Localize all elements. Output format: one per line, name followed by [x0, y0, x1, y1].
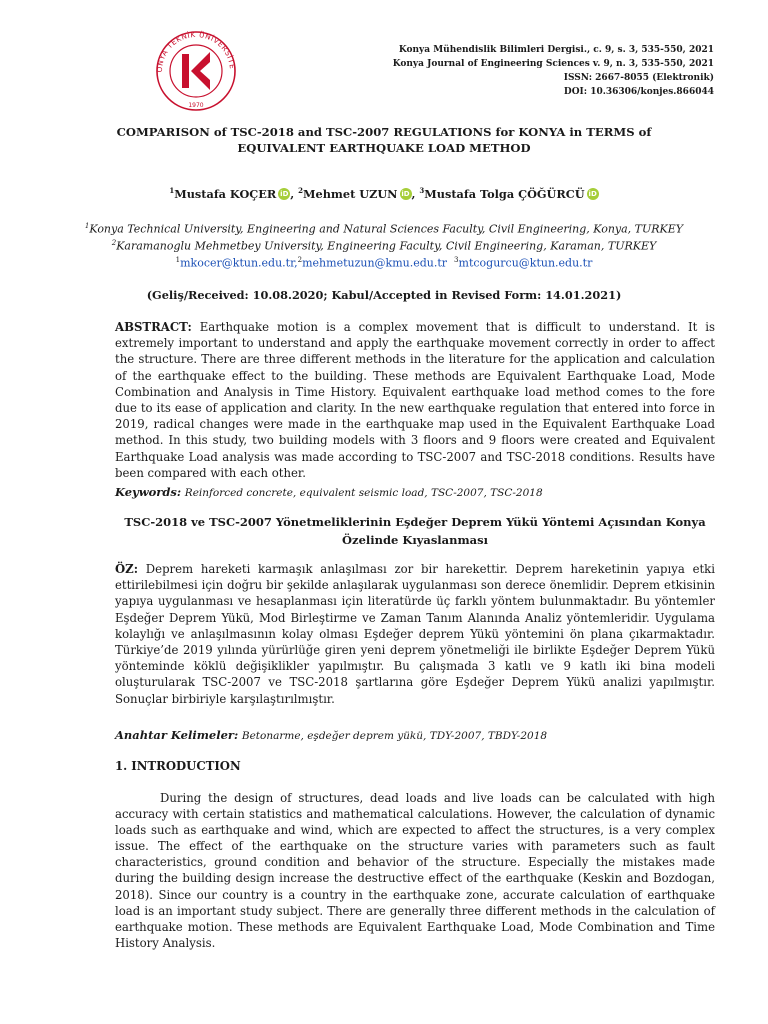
abstract-text: Earthquake motion is a complex movement that is difficult to understand. It is extremely important to understand and apply the earthquake movement correctly in order to affect the structure. There are three different methods in the literature for the application and calculation of the earthquake effect to the building. These methods are Equivalent Earthquake Load, Mode Combination and Analysis in Time History. Equivalent earthquake load method comes to the fore due to its ease of application and clarity. In the new earthquake regulation that entered into force in 2019, radical changes were made in the earthquake map used in the Equivalent Earthquake Load method. In this study, two building models with 3 floors and 9 floors were created and Equivalent Earthquake Load analysis was made according to TSC-2007 and TSC-2018 conditions. Results have been compared with each other.: [115, 320, 716, 480]
affiliation-1-text: Konya Technical University, Engineering and Natural Sciences Faculty, Civil Engineering, Konya, TURKEY: [89, 222, 684, 236]
turkish-keywords: [115, 728, 715, 742]
section-heading-introduction: 1. INTRODUCTION: [115, 759, 241, 773]
author-emails: [0, 256, 768, 270]
logo-arc-text: ONYA TEKNİK ÜNİVERSİTE: [154, 30, 238, 73]
author-3-sup: 3: [419, 186, 425, 195]
logo-k-emblem: [182, 52, 210, 90]
introduction-paragraph: During the design of structures, dead loads and live loads can be calculated with high accuracy with certain statistics and mathematical calculations. However, the calculation of dynamic loads such as earthquake and wind, which are expected to affect the structures, is a very complex issue. The effect of the earthquake on the structure varies with parameters such as fault characteristics, ground condition and behavior of the structure. Especially the mistakes made during the building design increase the destructive effect of the earthquake (Keskin and Bozdogan, 2018). Since our country is a country in the earthquake zone, accurate calculation of earthquake load is an important study subject. There are generally three different methods in the calculation of earthquake motion. These methods are Equivalent Earthquake Load, Mode Combination and Time History Analysis.: [115, 791, 715, 950]
email-link-2[interactable]: mehmetuzun@kmu.edu.tr: [302, 256, 448, 270]
author-list: [0, 186, 768, 201]
affiliation-1: [0, 222, 768, 236]
received-accepted-dates: (Geliş/Received: 10.08.2020; Kabul/Accepted in Revised Form: 14.01.2021): [146, 288, 622, 302]
journal-citation-en: Konya Journal of Engineering Sciences v. 9, n. 3, 535-550, 2021: [392, 59, 714, 69]
email-1-sup: 1: [175, 256, 181, 264]
orcid-icon[interactable]: iD: [280, 189, 289, 198]
abstract-label: ABSTRACT:: [115, 320, 192, 334]
university-logo: [148, 30, 244, 112]
svg-text:KONYA TEKNİK ÜNİVERSİTESİ: [148, 30, 237, 73]
affiliation-1-sup: 1: [84, 222, 90, 230]
author-1-name: Mustafa KOÇER: [174, 186, 277, 201]
author-3-name: Mustafa Tolga ÇÖĞÜRCÜ: [424, 186, 585, 201]
keywords: [115, 485, 715, 499]
anahtar-kelimeler-text: Betonarme, eşdeğer deprem yükü, TDY-2007, TBDY-2018: [241, 730, 548, 742]
keywords-text: Reinforced concrete, equivalent seismic load, TSC-2007, TSC-2018: [184, 487, 543, 499]
email-link-3[interactable]: mtcogurcu@ktun.edu.tr: [458, 256, 593, 270]
anahtar-kelimeler-label: Anahtar Kelimeler:: [115, 728, 239, 742]
keywords-label: Keywords:: [115, 485, 182, 499]
paper-title-line-2: EQUIVALENT EARTHQUAKE LOAD METHOD: [237, 141, 531, 155]
author-2-sup: 2: [298, 186, 304, 195]
affiliation-2: [0, 239, 768, 253]
author-1-sup: 1: [169, 186, 175, 195]
journal-issn: ISSN: 2667-8055 (Elektronik): [563, 73, 714, 83]
oz-label: ÖZ:: [115, 562, 139, 576]
orcid-icon[interactable]: iD: [588, 189, 597, 198]
journal-doi: DOI: 10.36306/konjes.866044: [563, 87, 714, 97]
abstract: [115, 319, 715, 481]
orcid-icon[interactable]: iD: [401, 189, 410, 198]
logo-year: 1970: [188, 102, 204, 109]
oz-text: Deprem hareketi karmaşık anlaşılması zor bir harekettir. Deprem hareketinin yapıya etki ettirilebilmesi için doğru bir şekilde anlaşılarak uygulanması son derece önemlidir. Deprem etkisinin yapıya uygulanması ve hesaplanması için literatürde üç farklı yöntem bulunmaktadır. Bu yöntemler Eşdeğer Deprem Yükü, Mod Birleştirme ve Zaman Tanım Alanında Analiz yöntemleridir. Uygulama kolaylığı ve anlaşılmasının kolay olması Eşdeğer deprem Yükü yöntemini ön plana çıkarmaktadır. Türkiye’de 2019 yılında yürürlüğe giren yeni deprem yönetmeliği ile birlikte Eşdeğer Deprem Yükü yönteminde köklü değişiklikler yapılmıştır. Bu çalışmada 3 katlı ve 9 katlı iki bina modeli oluşturularak TSC-2007 ve TSC-2018 şartlarına göre Eşdeğer Deprem Yükü analizi yapılmıştır. Sonuçlar birbiriyle karşılaştırılmıştır.: [115, 562, 716, 706]
author-2-name: Mehmet UZUN: [303, 186, 398, 201]
email-3-sup: 3: [454, 256, 459, 264]
email-separator: ,: [294, 256, 298, 270]
turkish-title: TSC-2018 ve TSC-2007 Yönetmeliklerinin Eşdeğer Deprem Yükü Yöntemi Açısından Konya Özelinde Kıyaslanması: [124, 515, 706, 547]
author-separator: ,: [411, 186, 420, 201]
paper-title-line-1: COMPARISON of TSC-2018 and TSC-2007 REGULATIONS for KONYA in TERMS of: [116, 125, 652, 139]
email-link-1[interactable]: mkocer@ktun.edu.tr: [180, 256, 295, 270]
email-2-sup: 2: [297, 256, 303, 264]
affiliation-2-sup: 2: [111, 239, 117, 247]
journal-citation-tr: Konya Mühendislik Bilimleri Dergisi., c. 9, s. 3, 535-550, 2021: [398, 45, 714, 55]
affiliation-2-text: Karamanoglu Mehmetbey University, Engineering Faculty, Civil Engineering, Karaman, TURKEY: [116, 239, 657, 253]
author-separator: ,: [290, 186, 299, 201]
turkish-abstract: [115, 561, 715, 707]
